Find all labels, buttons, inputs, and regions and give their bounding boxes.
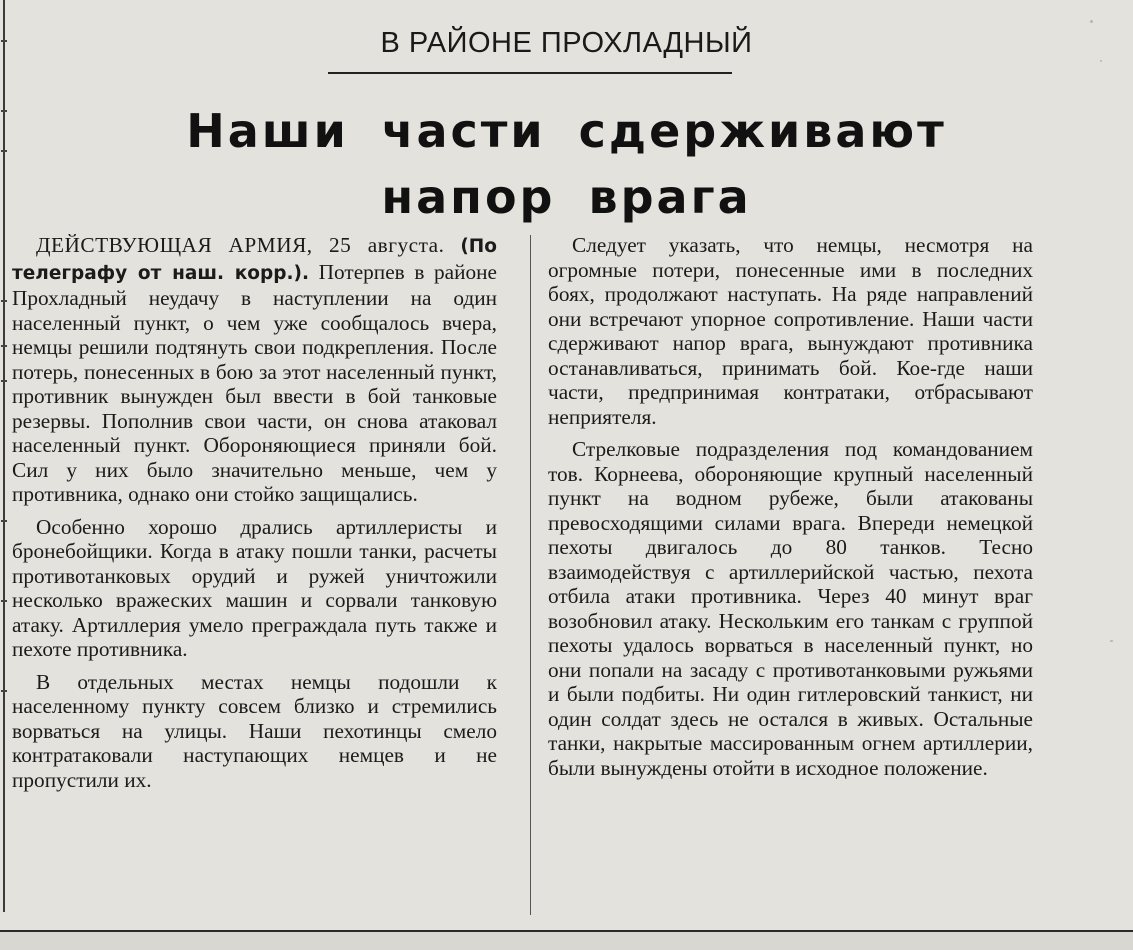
headline-line-1: Наши части сдерживают <box>186 104 947 158</box>
article-headline <box>0 98 1133 230</box>
paragraph-1-text: Потерпев в районе Прохладный неудачу в наступлении на один населенный пункт, о чем уже сообщалось вчера, немцы решили подтянуть свои подкрепления. После потерь, понесенных в бою за этот населенный пункт, противник вынужден был ввести в бой танковые резервы. Пополнив свои части, он снова атаковал населенный пункт. Обороняющиеся приняли бой. Сил у них было значительно меньше, чем у противника, однако они стойко защищались. <box>12 259 497 506</box>
paragraph-5: Стрелковые подразделения под командованием тов. Корнеева, обороняющие крупный населенный пункт на водном рубеже, были атакованы превосходящими силами врага. Впереди немецкой пехоты двигалось до 80 танков. Тесно взаимодействуя с артиллерийской частью, пехота отбила атаки противника. Через 40 минут враг возобновил атаку. Нескольким его танкам с группой пехоты удалось ворваться в населенный пункт, но они попали на засаду с противотанковыми ружьями и были подбиты. Ни один гитлеровский танкист, ни один солдат здесь не остался в живых. Остальные танки, накрытые массированным огнем артиллерии, были вынуждены отойти в исходное положение. <box>548 437 1033 780</box>
headline-line-2: напор врага <box>381 170 752 224</box>
paper-speck <box>1100 60 1102 62</box>
paragraph-4: Следует указать, что немцы, несмотря на огромные потери, понесенные ими в последних боях, продолжают наступать. На ряде направлений они встречают упорное сопротивление. Наши части сдерживают напор врага, вынуждают противника останавливаться, принимать бой. Кое-где наши части, предпринимая контратаки, отбрасывают неприятеля. <box>548 233 1033 429</box>
text-column-right <box>548 233 1033 788</box>
page-bottom-edge <box>0 932 1133 950</box>
dateline: ДЕЙСТВУЮЩАЯ АРМИЯ, 25 августа. <box>36 233 445 257</box>
text-column-left <box>12 233 497 800</box>
paragraph-3: В отдельных местах немцы подошли к населенному пункту совсем близко и стремились ворваться на улицы. Наши пехотинцы смело контратаковали наступающих немцев и не пропустили их. <box>12 669 497 792</box>
rubric-underline <box>328 72 732 74</box>
source-note: (По телеграфу от наш. корр.). <box>12 236 497 284</box>
column-divider <box>530 235 531 915</box>
paper-speck <box>1110 640 1113 642</box>
paragraph-2: Особенно хорошо дрались артиллеристы и бронебойщики. Когда в атаку пошли танки, расчеты противотанковых орудий и ружей уничтожили несколько вражеских машин и сорвали танковую атаку. Артиллерия умело преграждала путь также и пехоте противника. <box>12 514 497 661</box>
rubric-heading: В РАЙОНЕ ПРОХЛАДНЫЙ <box>380 27 753 59</box>
paper-speck <box>1090 20 1093 23</box>
paragraph-1 <box>12 233 497 507</box>
